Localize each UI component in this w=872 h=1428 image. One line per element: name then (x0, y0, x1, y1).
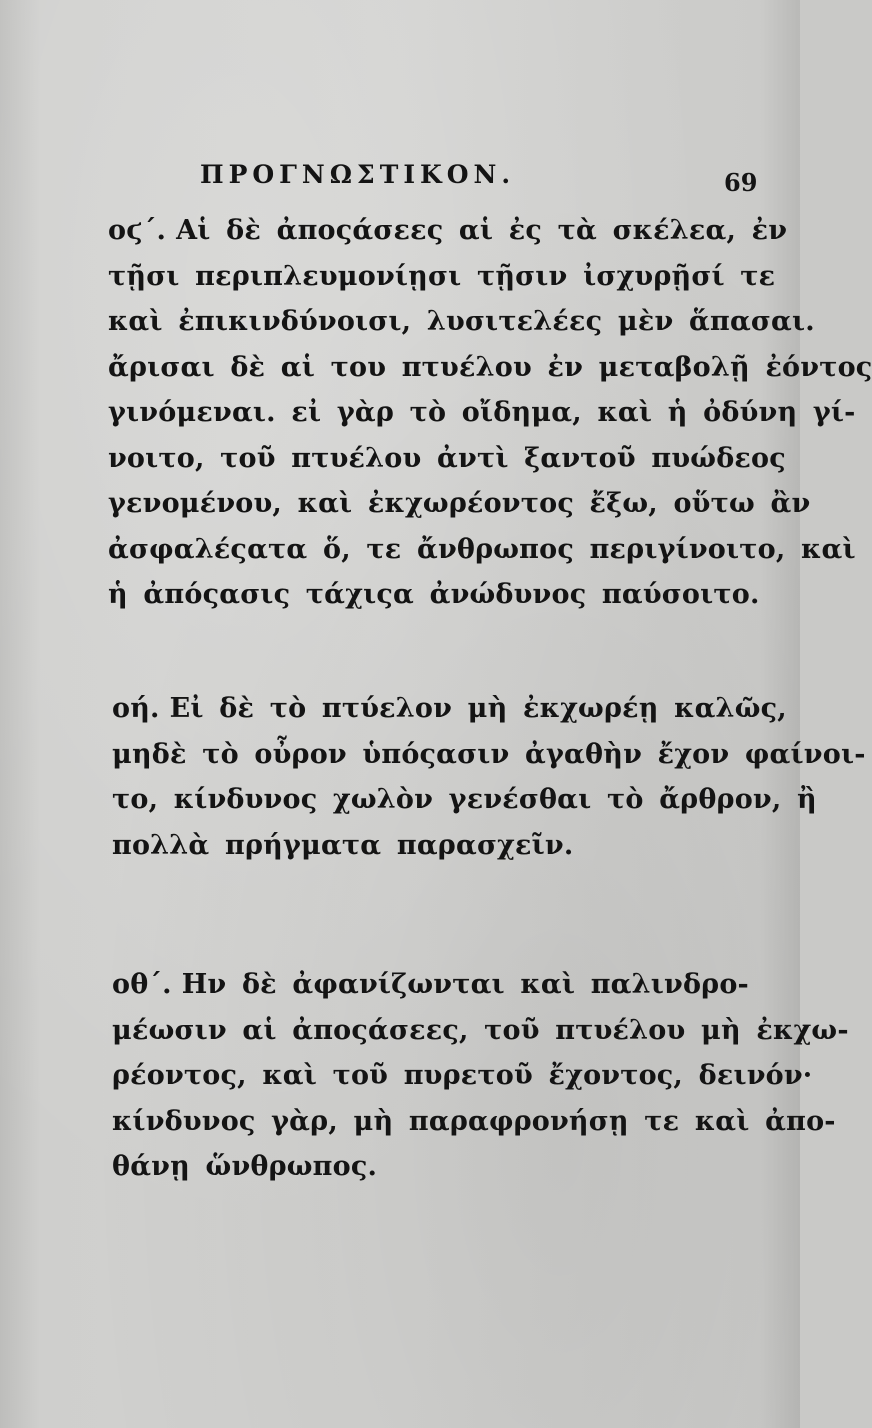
text-line: κίνδυνος γὰρ, μὴ παραφρονήσῃ τε καὶ ἀπο- (112, 1105, 836, 1137)
text-line: το, κίνδυνος χωλὸν γενέσθαι τὸ ἄρθρον, ἢ (112, 784, 817, 815)
section-number: οθ΄. (112, 969, 172, 1000)
text-line: γινόμεναι. εἰ γὰρ τὸ οἴδημα, καὶ ἡ ὀδύνη γί- (108, 397, 856, 428)
text-line: θάνῃ ὥνθρωπος. (112, 1151, 378, 1182)
line-text: Αἱ δὲ ἀποςάσεες αἱ ἐς τὰ σκέλεα, ἐν (176, 215, 788, 246)
text-line: πολλὰ πρήγματα παρασχεῖν. (112, 829, 574, 861)
section-number: οή. (112, 693, 160, 724)
page-number: 69 (724, 168, 758, 197)
text-line: μηδὲ τὸ οὖρον ὑπόςασιν ἀγαθὴν ἔχον φαίνοι- (112, 738, 866, 770)
line-text: Εἰ δὲ τὸ πτύελον μὴ ἐκχωρέῃ καλῶς, (169, 693, 787, 724)
section-number: οϛ΄. (108, 215, 167, 246)
text-line: ἡ ἀπόςασις τάχιςα ἀνώδυνος παύσοιτο. (108, 579, 760, 610)
line-text: Ην δὲ ἀφανίζωνται καὶ παλινδρο- (181, 969, 749, 1000)
text-line: μέωσιν αἱ ἀποςάσεες, τοῦ πτυέλου μὴ ἐκχω- (112, 1014, 849, 1046)
text-line (112, 962, 772, 1008)
text-line (108, 208, 788, 254)
aphorism-79 (112, 962, 849, 1190)
aphorism-76 (108, 208, 872, 618)
aphorism-78 (112, 686, 866, 868)
text-line (112, 686, 787, 732)
running-title: ΠΡΟΓΝΩΣΤΙΚΟΝ. (200, 160, 516, 189)
text-line: ρέοντος, καὶ τοῦ πυρετοῦ ἔχοντος, δεινόν· (112, 1060, 813, 1091)
text-line: ἀσφαλέςατα ὅ, τε ἄνθρωπος περιγίνοιτο, καὶ (108, 533, 856, 565)
text-line: καὶ ἐπικινδύνοισι, λυσιτελέες μὲν ἅπασαι. (108, 306, 815, 337)
page-header (0, 160, 800, 200)
text-line: γενομένου, καὶ ἐκχωρέοντος ἔξω, οὕτω ἂν (108, 488, 811, 519)
text-line: τῇσι περιπλευμονίῃσι τῇσιν ἰσχυρῇσί τε (108, 260, 776, 292)
text-line: ἄρισαι δὲ αἱ του πτυέλου ἐν μεταβολῇ ἐόντος (108, 351, 872, 383)
text-line: νοιτο, τοῦ πτυέλου ἀντὶ ξαντοῦ πυώδεος (108, 442, 786, 474)
